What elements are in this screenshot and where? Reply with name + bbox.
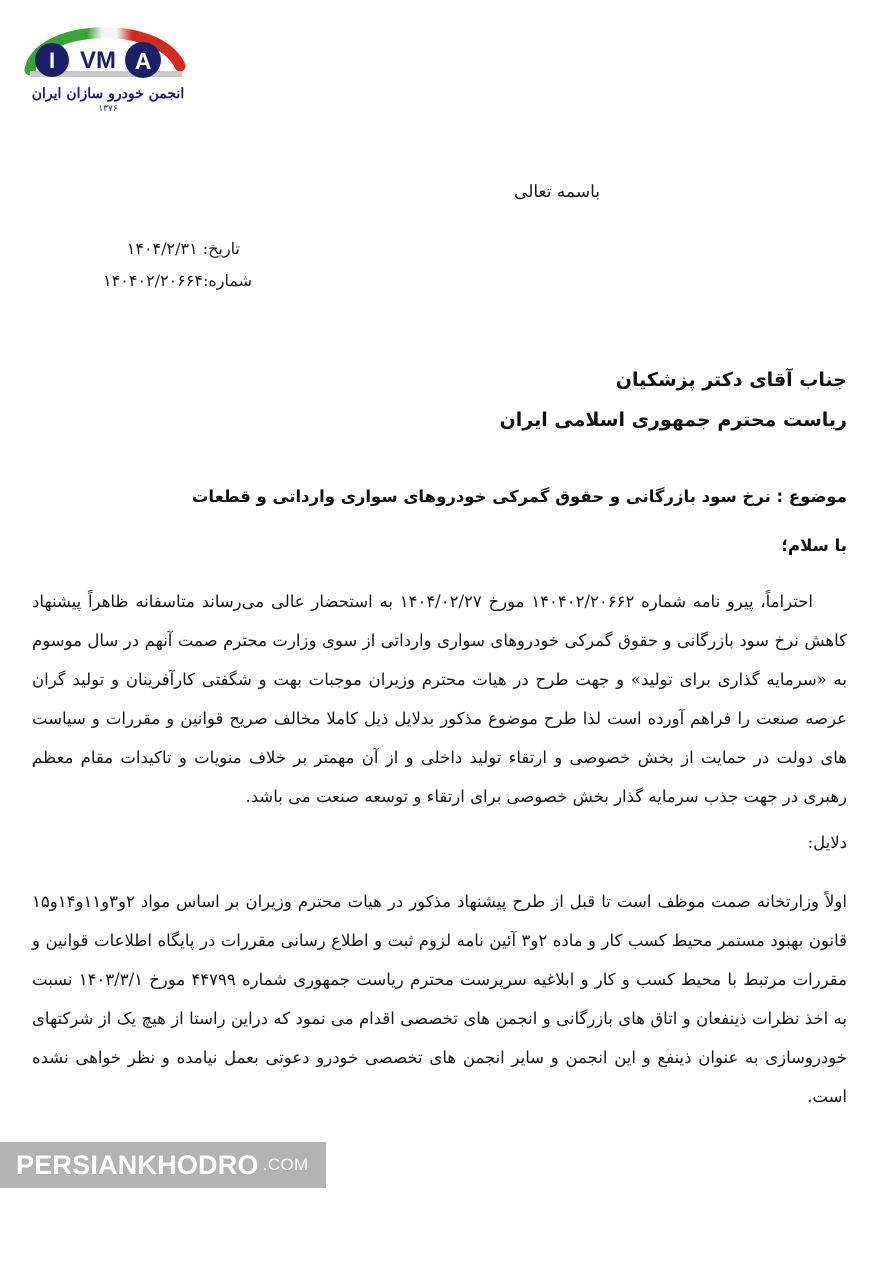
svg-text:I: I: [48, 48, 56, 73]
svg-text:VM: VM: [80, 47, 116, 74]
watermark-tld: .COM: [262, 1155, 309, 1174]
basmala-heading: باسمه تعالی: [514, 182, 600, 202]
watermark-brand: PERSIANKHODRO: [16, 1149, 259, 1180]
paragraph-intro: احتراماً، پیرو نامه شماره ۱۴۰۴۰۲/۲۰۶۶۲ مورخ ۱۴۰۴/۰۲/۲۷ به استحضار عالی می‌رساند متاسفانه ظاهراً پیشنهاد کاهش نرخ سود بازرگانی و حقوق گمرکی خودروهای سواری وارداتی از سوی وزارت محترم صمت آنهم در سال موسوم به «سرمایه گذاری برای تولید» و جهت طرح در هیات محترم وزیران موجبات بهت و شگفتی کارآفرینان و تولید گران عرصه صنعت را فراهم آورده است لذا طرح موضوع مذکور بدلایل ذیل کاملا مخالف صریح قوانین و مقررات و سیاست های دولت در حمایت از بخش خصوصی و ارتقاء تولید داخلی و از آن مهمتر بر خلاف منویات و تاکیدات مقام معظم رهبری در جهت جذب سرمایه گذار بخش خصوصی برای ارتقاء و توسعه صنعت می باشد.: [32, 592, 847, 806]
logo-org-name: انجمن خودرو سازان ایران: [31, 86, 185, 102]
logo-founded-year: ۱۳۷۶: [98, 104, 118, 114]
salutation: با سلام؛: [781, 536, 847, 555]
letter-meta: [0, 233, 252, 297]
letterhead-logo: [8, 8, 208, 128]
site-watermark: [0, 1142, 326, 1188]
svg-text:A: A: [134, 48, 152, 74]
reasons-label: دلایل:: [807, 833, 847, 852]
letter-number: شماره:۱۴۰۴۰۲/۲۰۶۶۴: [103, 271, 252, 290]
letter-body: [32, 360, 847, 1116]
paragraph-reason-one: اولاً وزارتخانه صمت موظف است تا قبل از طرح پیشنهاد مذکور در هیات محترم وزیران بر اساس مواد ۲و۳و۱۱و۱۴و۱۵ قانون بهبود مستمر محیط کسب کار و ماده ۲و۳ آئین نامه لزوم ثبت و اطلاع رسانی مقررات در پایگاه اطلاعات قوانین و مقررات مرتبط با محیط کسب و کار و ابلاغیه سرپرست محترم ریاست جمهوری شماره ۴۴۷۹۹ مورخ ۱۴۰۳/۳/۱ نسبت به اخذ نظرات ذینفعان و اتاق های بازرگانی و انجمن های تخصصی اقدام می نمود که دراین راستا از هیچ یک از شرکتهای خودروسازی به عنوان ذینفع و این انجمن و سایر انجمن های تخصصی خودرو دعوتی بعمل نیامده و نظر خواهی نشده است.: [32, 892, 847, 1106]
letter-date: تاریخ: ۱۴۰۴/۲/۳۱: [126, 239, 240, 258]
addressee-block: [32, 360, 847, 440]
addressee-title: ریاست محترم جمهوری اسلامی ایران: [499, 409, 847, 431]
subject-line: موضوع : نرخ سود بازرگانی و حقوق گمرکی خودروهای سواری وارداتی و قطعات: [191, 487, 847, 506]
addressee-name: جناب آقای دکتر پزشکیان: [615, 369, 847, 391]
